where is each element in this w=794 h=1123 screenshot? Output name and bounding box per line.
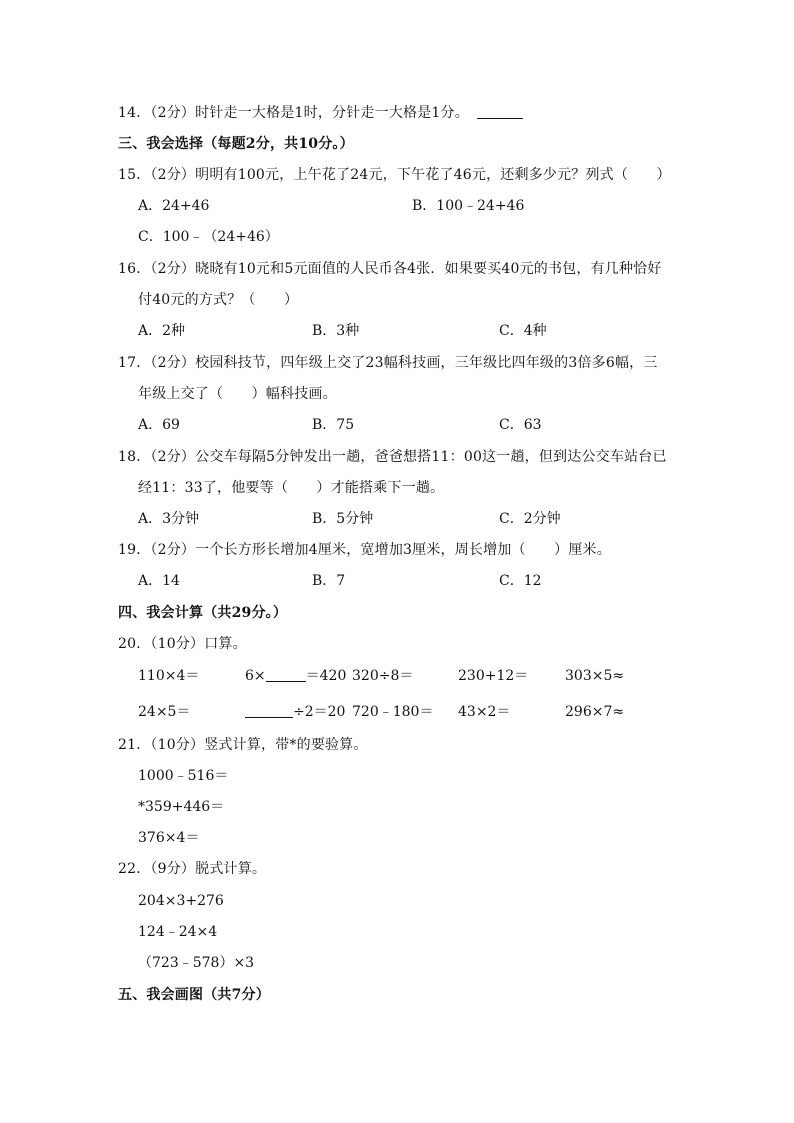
question-18-line1: 18．（2分）公交车每隔5分钟发出一趟，爸爸想搭11：00这一趟，但到达公交车站台已 — [118, 449, 667, 465]
mental-math-item: 110×4＝ — [138, 668, 200, 684]
mental-math-item: 296×7≈ — [565, 704, 625, 720]
answer-blank[interactable] — [266, 667, 306, 682]
question-16-option-a[interactable]: A．2种 — [138, 323, 186, 339]
vertical-calc-item: 376×4＝ — [138, 830, 200, 846]
answer-blank[interactable] — [477, 104, 523, 119]
mental-math-item: 720﹣180＝ — [352, 704, 434, 720]
question-19-text: 19．（2分）一个长方形长增加4厘米，宽增加3厘米，周长增加（ ）厘米。 — [118, 542, 611, 558]
question-16-line2: 付40元的方式？（ ） — [138, 292, 299, 308]
question-17-option-a[interactable]: A．69 — [138, 417, 180, 433]
mental-math-item: 230+12＝ — [458, 668, 529, 684]
question-19-option-a[interactable]: A．14 — [138, 573, 180, 589]
question-18-option-a[interactable]: A．3分钟 — [138, 511, 200, 527]
question-21-title: 21．（10分）竖式计算，带*的要验算。 — [118, 737, 368, 753]
question-14 — [118, 104, 523, 122]
question-22-title: 22．（9分）脱式计算。 — [118, 861, 267, 877]
question-15-text: 15．（2分）明明有100元，上午花了24元，下午花了46元，还剩多少元？列式（ ） — [118, 167, 671, 183]
question-15-option-b[interactable]: B．100﹣24+46 — [412, 198, 525, 214]
vertical-calc-item: *359+446＝ — [138, 799, 225, 815]
question-16-option-c[interactable]: C．4种 — [499, 323, 547, 339]
mental-math-item: 320÷8＝ — [352, 668, 414, 684]
question-16-line1: 16．（2分）晓晓有10元和5元面值的人民币各4张．如果要买40元的书包，有几种恰好 — [118, 261, 662, 277]
question-17-line2: 年级上交了（ ）幅科技画。 — [138, 386, 337, 402]
question-17-option-b[interactable]: B．75 — [312, 417, 355, 433]
question-18-option-b[interactable]: B．5分钟 — [312, 511, 374, 527]
question-16-option-b[interactable]: B．3种 — [312, 323, 360, 339]
question-17-line1: 17．（2分）校园科技节，四年级上交了23幅科技画，三年级比四年级的3倍多6幅，三 — [118, 355, 658, 371]
question-14-text: 14．（2分）时针走一大格是1时，分针走一大格是1分。 — [118, 105, 469, 121]
mental-math-item: 6× ＝420 — [245, 668, 347, 684]
step-calc-item: 204×3+276 — [138, 893, 224, 909]
question-19-option-b[interactable]: B．7 — [312, 573, 346, 589]
section-heading-calculation: 四、我会计算（共29分。） — [118, 605, 288, 621]
question-20-title: 20．（10分）口算。 — [118, 636, 247, 652]
question-15-option-a[interactable]: A．24+46 — [138, 198, 210, 214]
question-15-option-c[interactable]: C．100﹣（24+46） — [138, 229, 279, 245]
section-heading-drawing: 五、我会画图（共7分） — [118, 987, 270, 1003]
answer-blank[interactable] — [245, 703, 293, 718]
mental-math-item: ÷2＝20 — [245, 703, 345, 721]
question-18-option-c[interactable]: C．2分钟 — [499, 511, 561, 527]
vertical-calc-item: 1000﹣516＝ — [138, 768, 229, 784]
question-17-option-c[interactable]: C．63 — [499, 417, 542, 433]
section-heading-choice: 三、我会选择（每题2分，共10分。） — [118, 136, 354, 152]
step-calc-item: （723﹣578）×3 — [138, 955, 255, 971]
mental-math-item: 303×5≈ — [565, 668, 625, 684]
question-18-line2: 经11：33了，他要等（ ）才能搭乘下一趟。 — [138, 480, 445, 496]
question-19-option-c[interactable]: C．12 — [499, 573, 542, 589]
mental-math-item: 43×2＝ — [458, 704, 511, 720]
step-calc-item: 124﹣24×4 — [138, 924, 218, 940]
mental-math-item: 24×5＝ — [138, 704, 191, 720]
